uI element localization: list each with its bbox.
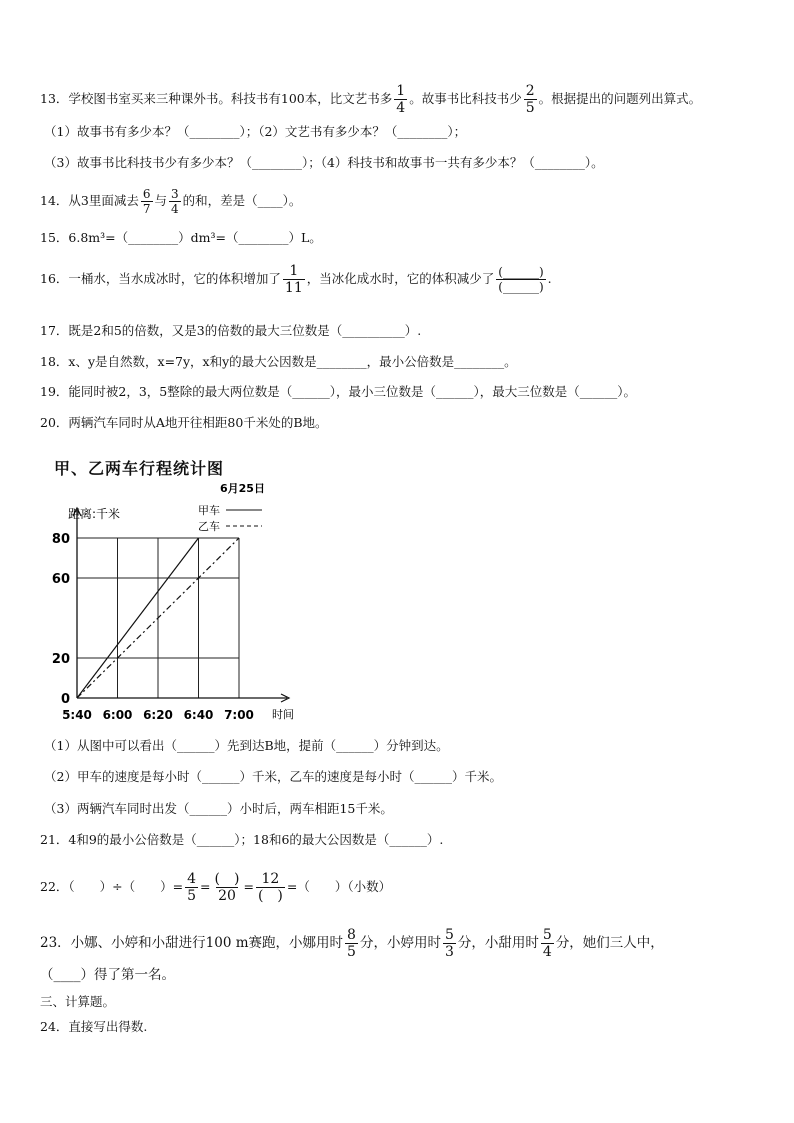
q13-stem [40,84,701,115]
q23-text-4: 分，她们三人中， [555,935,664,951]
q23-fraction-2 [443,928,456,959]
q13-text-3: 。根据提出的问题列出算式。 [538,91,702,106]
q16-text-1: 16．一桶水，当水成冰时，它的体积增加了 [40,271,281,286]
q13-f1-num: 1 [396,83,406,99]
q22-f2-num: ( ) [214,871,240,887]
q23-line-2: （____）得了第一名。 [40,967,175,983]
q14-f1-num: 6 [142,187,151,201]
x-tick-label: 6:40 [183,708,214,722]
q21: 21．4和9的最小公倍数是（______）；18和6的最大公因数是（______）. [40,832,444,847]
q16-f2-num: (______) [498,265,544,279]
q16-text-2: ，当冰化成水时，它的体积减少了 [306,271,495,286]
q23-text-3: 分，小甜用时 [457,935,539,951]
q14-f2-num: 3 [171,187,179,201]
chart-svg [40,452,320,727]
q20-part-2: （2）甲车的速度是每小时（______）千米，乙车的速度是每小时（______）千米。 [44,769,502,784]
q23 [40,928,664,959]
q23-text-1: 23．小娜、小婷和小甜进行100 m赛跑，小娜用时 [40,935,344,951]
q22-text-2: =（ ）（小数） [286,879,392,894]
q15: 15．6.8m³=（________）dm³=（________）L。 [40,230,322,245]
q16-f1-den: 11 [284,280,303,296]
y-axis-label: 距离:千米 [68,507,121,521]
q23-f2-num: 5 [444,927,454,943]
chart-title: 甲、乙两车行程统计图 [54,459,225,478]
q22-f1-num: 4 [187,871,197,887]
q17: 17．既是2和5的倍数，又是3的倍数的最大三位数是（__________）. [40,323,422,338]
q23-text-2: 分，小婷用时 [359,935,441,951]
q14-text-1: 14．从3里面减去 [40,193,139,208]
q22-f3-num: 12 [261,871,280,887]
q13-text-1: 13．学校图书室买来三种课外书。科技书有100本，比文艺书多 [40,91,393,106]
q16-f1-num: 1 [289,263,299,279]
q23-f1-den: 5 [347,944,356,960]
q22-f1-den: 5 [187,888,197,904]
q22-fraction-3 [256,872,285,903]
q14 [40,188,301,215]
y-tick-label: 80 [51,532,70,547]
q13-f2-den: 5 [525,100,535,116]
q18: 18．x、y是自然数，x=7y，x和y的最大公因数是________，最小公倍数是________。 [40,354,517,369]
x-tick-label: 6:20 [143,708,173,722]
q22-fraction-2 [213,872,242,903]
q23-f2-den: 3 [444,944,454,960]
q13-part-3-4: （3）故事书比科技书少有多少本？（________）；（4）科技书和故事书一共有多少本？（________）。 [44,155,604,170]
q13-fraction-2 [524,84,537,115]
q22-f2-den: 20 [218,888,236,904]
x-tick-label: 5:40 [62,708,92,722]
q16-text-3: . [547,271,552,286]
q16-fraction-blank [496,266,545,293]
q22-eq-1: = [200,879,211,894]
q22-text-1: 22．（ ）÷（ ）= [40,879,184,894]
section-3-heading: 三、计算题。 [40,994,116,1009]
q22-f3-den: ( ) [257,888,283,904]
q22 [40,872,391,903]
q14-fraction-1 [141,188,153,215]
legend-label: 甲车 [198,504,220,517]
q13-fraction-1 [394,84,407,115]
q19: 19．能同时被2，3，5整除的最大两位数是（______），最小三位数是（______），最大三位数是（______）。 [40,384,637,399]
q22-fraction-1 [185,872,198,903]
q23-fraction-3 [541,928,554,959]
q14-text-3: 的和，差是（____）。 [182,193,302,208]
q13-text-2: 。故事书比科技书少 [409,91,522,106]
q22-eq-2: = [243,879,254,894]
q13-part-1-2: （1）故事书有多少本？（________）；（2）文艺书有多少本？（________）； [44,124,467,139]
travel-chart [40,452,320,727]
y-tick-label: 0 [60,692,70,707]
x-axis-label: 时间 [272,708,294,721]
legend-label: 乙车 [198,520,220,533]
q24: 24．直接写出得数. [40,1019,148,1034]
series-line-jia [77,538,199,698]
q13-f2-num: 2 [525,83,535,99]
q20-part-3: （3）两辆汽车同时出发（______）小时后，两车相距15千米。 [44,801,393,816]
q23-f3-den: 4 [542,944,552,960]
q23-f3-num: 5 [542,927,552,943]
q20-part-1: （1）从图中可以看出（______）先到达B地，提前（______）分钟到达。 [44,738,449,753]
q14-fraction-2 [169,188,181,215]
q23-f1-num: 8 [347,927,356,943]
q16-fraction-1 [283,264,305,295]
q13-f1-den: 4 [396,100,406,116]
x-tick-label: 7:00 [224,708,254,722]
q20: 20．两辆汽车同时从A地开往相距80千米处的B地。 [40,415,328,430]
q16-f2-den: (______) [498,280,544,294]
y-tick-label: 60 [51,572,70,587]
q23-fraction-1 [345,928,358,959]
chart-date: 6月25日 [220,482,265,495]
q14-f1-den: 7 [142,202,151,216]
x-tick-label: 6:00 [102,708,133,722]
y-tick-label: 20 [51,652,70,667]
q16 [40,264,552,295]
q14-text-2: 与 [154,193,168,208]
q14-f2-den: 4 [171,202,179,216]
